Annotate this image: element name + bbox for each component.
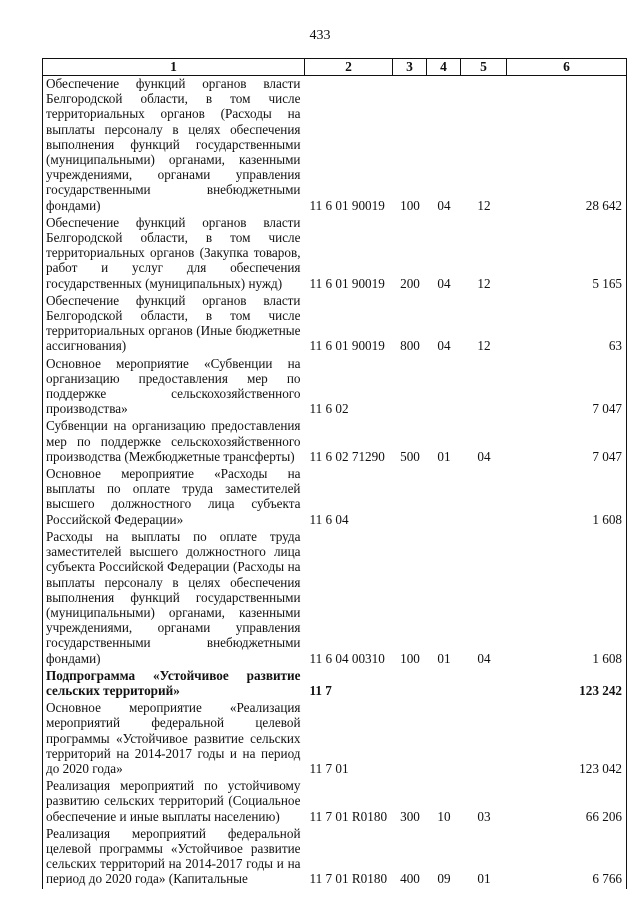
- header-col-6: 6: [507, 59, 627, 76]
- table-row: [43, 466, 627, 529]
- row-code: 11 6 04: [309, 511, 349, 527]
- row-amount: 28 642: [507, 76, 627, 215]
- row-col3: [393, 466, 427, 529]
- row-code: 11 6 02: [309, 401, 349, 417]
- row-amount: 5 165: [507, 215, 627, 293]
- row-col4: 01: [437, 650, 451, 666]
- row-amount: 1 608: [507, 529, 627, 668]
- table-body: [43, 76, 627, 889]
- row-name: Реализация мероприятий федеральной целевой программы «Устойчивое развитие сельских территорий на 2014-2017 годы и на период до 2020 года» (Капитальные: [43, 826, 305, 889]
- row-col5: [461, 356, 507, 419]
- row-code: 11 6 04 00310: [309, 650, 385, 666]
- row-col3: [393, 356, 427, 419]
- row-name: Основное мероприятие «Субвенции на организацию предоставления мер по поддержке сельскохозяйственного производства»: [43, 356, 305, 419]
- row-col5: [461, 700, 507, 778]
- row-amount: 6 766: [507, 826, 627, 889]
- row-col4: 10: [437, 808, 451, 824]
- row-amount: 7 047: [507, 418, 627, 466]
- table-row: [43, 668, 627, 700]
- row-col4: [427, 668, 461, 700]
- row-name: Расходы на выплаты по оплате труда заместителей высшего должностного лица субъекта Российской Федерации (Расходы на выплаты персоналу в целях обеспечения выполнения функций государственными (муниципальными) органами, казенными учреждениями, органами управления государственными внебюджетными фондами): [43, 529, 305, 668]
- table-row: [43, 293, 627, 356]
- budget-table: [42, 58, 627, 889]
- row-col5: 12: [477, 338, 491, 354]
- row-name: Основное мероприятие «Расходы на выплаты по оплате труда заместителей высшего должностного лица субъекта Российской Федерации»: [43, 466, 305, 529]
- row-col4: 04: [437, 275, 451, 291]
- header-row: [43, 59, 627, 76]
- row-amount: 63: [507, 293, 627, 356]
- row-col5: 04: [477, 650, 491, 666]
- row-code: 11 6 01 90019: [309, 275, 385, 291]
- table-row: [43, 215, 627, 293]
- row-amount: 7 047: [507, 356, 627, 419]
- row-code: 11 7 01: [309, 760, 349, 776]
- row-name: Обеспечение функций органов власти Белгородской области, в том числе территориальных органов (Расходы на выплаты персоналу в целях обеспечения выполнения функций государственными (муниципальными) органами, казенными учреждениями, органами управления государственными внебюджетными фондами): [43, 76, 305, 215]
- row-col4: [427, 356, 461, 419]
- header-col-4: 4: [427, 59, 461, 76]
- header-col-2: 2: [305, 59, 393, 76]
- row-col3: 500: [400, 448, 420, 464]
- row-amount: 1 608: [507, 466, 627, 529]
- header-col-1: 1: [43, 59, 305, 76]
- row-name: Субвенции на организацию предоставления мер по поддержке сельскохозяйственного производства (Межбюджетные трансферты): [43, 418, 305, 466]
- row-col3: 200: [400, 275, 420, 291]
- row-col4: [427, 466, 461, 529]
- row-col5: 12: [477, 197, 491, 213]
- row-col3: 100: [400, 197, 420, 213]
- table-row: [43, 826, 627, 889]
- row-col4: 09: [437, 871, 451, 887]
- row-code: 11 7 01 R0180: [309, 808, 388, 824]
- row-col3: 400: [400, 871, 420, 887]
- row-col3: 100: [400, 650, 420, 666]
- row-col5: 04: [477, 448, 491, 464]
- row-amount: 123 242: [507, 668, 627, 700]
- table-row: [43, 76, 627, 215]
- table-row: [43, 356, 627, 419]
- row-col4: 04: [437, 338, 451, 354]
- row-code: 11 7: [309, 682, 332, 698]
- header-col-3: 3: [393, 59, 427, 76]
- row-name: Основное мероприятие «Реализация мероприятий федеральной целевой программы «Устойчивое развитие сельских территорий на 2014-2017 годы и на период до 2020 года»: [43, 700, 305, 778]
- row-col3: 300: [400, 808, 420, 824]
- row-code: 11 7 01 R0180: [309, 871, 388, 887]
- row-col4: 04: [437, 197, 451, 213]
- row-name: Обеспечение функций органов власти Белгородской области, в том числе территориальных органов (Закупка товаров, работ и услуг для обеспечения государственных (муниципальных) нужд): [43, 215, 305, 293]
- row-col3: [393, 668, 427, 700]
- row-col5: [461, 668, 507, 700]
- row-amount: 123 042: [507, 700, 627, 778]
- table-row: [43, 418, 627, 466]
- row-code: 11 6 02 71290: [309, 448, 385, 464]
- row-col5: 01: [477, 871, 491, 887]
- header-col-5: 5: [461, 59, 507, 76]
- row-code: 11 6 01 90019: [309, 197, 385, 213]
- row-col3: [393, 700, 427, 778]
- table-row: [43, 529, 627, 668]
- row-col4: 01: [437, 448, 451, 464]
- table-row: [43, 778, 627, 826]
- row-name: Обеспечение функций органов власти Белгородской области, в том числе территориальных органов (Иные бюджетные ассигнования): [43, 293, 305, 356]
- row-amount: 66 206: [507, 778, 627, 826]
- row-code: 11 6 01 90019: [309, 338, 385, 354]
- row-col4: [427, 700, 461, 778]
- row-col5: 03: [477, 808, 491, 824]
- table-row: [43, 700, 627, 778]
- row-name: Подпрограмма «Устойчивое развитие сельских территорий»: [43, 668, 305, 700]
- row-col3: 800: [400, 338, 420, 354]
- row-col5: 12: [477, 275, 491, 291]
- page-number: 433: [309, 28, 331, 43]
- row-name: Реализация мероприятий по устойчивому развитию сельских территорий (Социальное обеспечение и иные выплаты населению): [43, 778, 305, 826]
- row-col5: [461, 466, 507, 529]
